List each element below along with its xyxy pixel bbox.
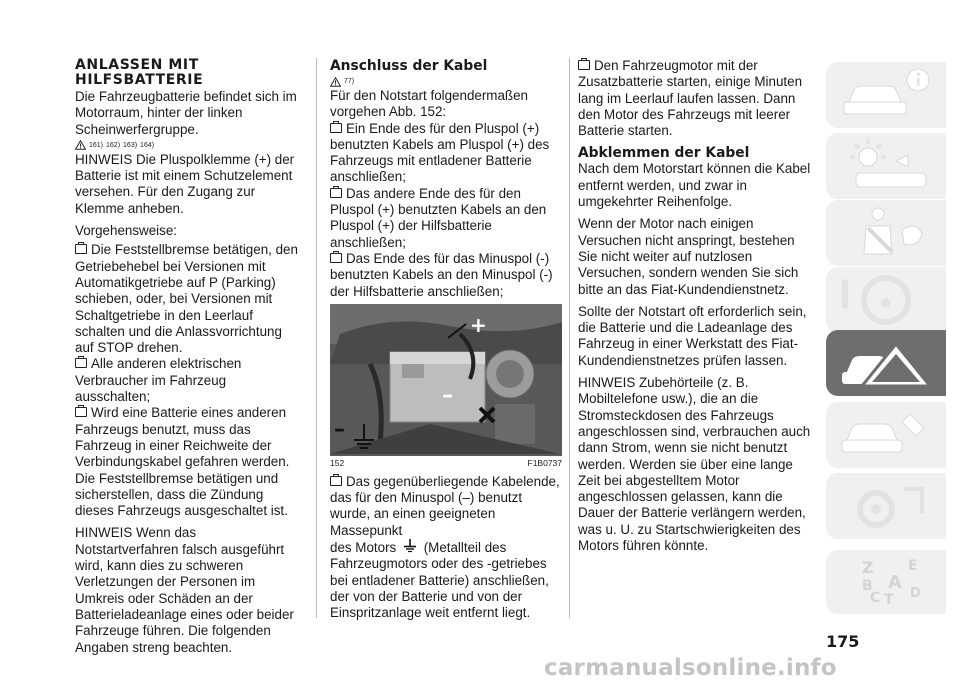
sun-dashboard-icon [826,133,946,199]
ground-line: des Motors (Metallteil des [330,540,507,556]
bullet-icon [75,358,87,368]
procedure-label: Vorgehensweise: [75,223,177,239]
tab-safety[interactable] [826,200,946,266]
section-title: Anschluss der Kabel [330,58,488,74]
bullet-continuation: Fahrzeugmotors oder des -getriebes bei entladener Batterie) anschließen, der von der Batterie und von der Einspritzanlage weit entfernt liegt. [330,556,549,621]
emergency-warning-icon [826,330,946,396]
bullet-item: Das gegenüberliegende Kabelende, das für den Minuspol (–) benutzt wurde, an einen geeigneten Massepunkt [330,473,560,538]
warning-references [330,76,562,87]
intro-text: Die Fahrzeugbatterie befindet sich im Motorraum, hinter der linken Scheinwerfergruppe. [75,89,297,137]
section-title: Abklemmen der Kabel [578,145,750,162]
bullet-icon [330,188,342,198]
ref-164[interactable]: 164) [140,141,155,149]
index-letters: Z E B A C T D [862,558,921,608]
steering-wheel-icon [826,267,946,333]
bullet-item: Ein Ende des für den Pluspol (+) benutzten Kabels am Pluspol (+) des Fahrzeugs mit entladener Batterie anschließen; [330,120,550,185]
bullet-item: Die Feststellbremse betätigen, den Getriebehebel bei Versionen mit Automatikgetriebe auf P (Parking) schieben, oder, bei Versionen mit Schaltgetriebe in den Leerlauf schalten und die Anlassvorrichtung auf STOP drehen. [75,242,298,356]
tab-maintenance[interactable] [826,402,946,468]
bullet-item: Alle anderen elektrischen Verbraucher im Fahrzeug ausschalten; [75,356,242,405]
warning-references [75,140,300,151]
tab-technical-data[interactable] [826,473,946,539]
seatbelt-safety-icon [826,200,946,266]
title-line-2: HILFSBATTERIE [75,72,204,88]
minus-label-ground: – [334,416,345,442]
figure-number: 152 [330,457,345,468]
title-line-1: ANLASSEN MIT [75,57,199,73]
tab-car-info[interactable] [826,62,946,128]
tab-index[interactable] [826,550,946,614]
tab-starting-driving[interactable] [826,267,946,333]
warning-triangle-icon [330,77,341,87]
column-1 [75,58,300,656]
bullet-icon [330,123,342,133]
car-maintenance-icon [826,402,946,468]
intro-text: Für den Notstart folgendermaßen vorgehen Abb. 152: [330,88,528,120]
watermark[interactable]: carmanualsonline.info [544,655,837,681]
column-3 [578,58,813,554]
bullet-item: Das andere Ende des für den Pluspol (+) benutzten Kabels an den Pluspol (+) der Hilfsbatterie anschließen; [330,185,547,250]
hinweis-note: HINWEIS Die Pluspolklemme (+) der Batterie ist mit einem Schutzelement versehen. Für den Zugang zur Klemme anheben. [75,151,295,216]
hinweis-note: HINWEIS Wenn das Notstartverfahren falsch ausgeführt wird, kann dies zu schweren Verletzungen der Personen im Umkreis oder Schäden an der Batterieladeanlage eines oder beider Fahrzeuge führen. Die folgenden Angaben streng beachten. [75,525,294,655]
tab-dashboard-lights[interactable] [826,133,946,199]
ref-77[interactable]: 77) [344,78,355,85]
paragraph: Nach dem Motorstart können die Kabel entfernt werden, und zwar in umgekehrter Reihenfolge. [578,161,811,210]
ground-symbol-icon [403,539,417,553]
figure-code: F1B0737 [527,457,562,468]
bullet-item: Wird eine Batterie eines anderen Fahrzeugs benutzt, muss das Fahrzeug in einer Reichweite der Verbindungskabel gefahren werden. Die Feststellbremse betätigen und sicherstellen, dass die Zündung dieses Fahrzeugs ausgeschaltet ist. [75,405,290,519]
paragraph: Sollte der Notstart oft erforderlich sein, die Batterie und die Ladeanlage des Fahrzeug in einer Werkstatt des Fiat-Kundendienstnetzes prüfen lassen. [578,303,807,368]
column-divider [316,58,317,618]
ref-161[interactable]: 161) [89,141,104,149]
column-2 [330,58,562,622]
tab-emergency-active[interactable] [826,330,946,396]
plus-label: + [470,312,487,337]
section-title [75,58,300,88]
ref-163[interactable]: 163) [123,141,138,149]
paragraph: Wenn der Motor nach einigen Versuchen nicht anspringt, bestehen Sie nicht weiter auf nutzlosen Versuchen, sondern wenden Sie sich bitte an das Fiat-Kundendienstnetz. [578,216,799,297]
engine-bay-photo [330,304,562,456]
page-number: 175 [826,632,860,651]
figure-caption [330,458,562,468]
column-divider [569,58,570,618]
bullet-icon [75,244,87,254]
bullet-icon [330,253,342,263]
bullet-icon [578,60,590,70]
minus-label: – [442,382,453,408]
bullet-icon [330,476,342,486]
bullet-item: Den Fahrzeugmotor mit der Zusatzbatterie starten, einige Minuten lang im Leerlauf laufen lassen. Dann den Motor des Fahrzeugs mit leerer Batterie starten. [578,58,803,139]
car-info-icon [826,62,946,128]
bullet-item: Das Ende des für das Minuspol (-) benutzten Kabels an den Minuspol (-) der Hilfsbatterie anschließen; [330,250,553,299]
paragraph: HINWEIS Zubehörteile (z. B. Mobiltelefone usw.), die an die Stromsteckdosen des Fahrzeugs angeschlossen sind, verbrauchen auch dann Strom, wenn sie nicht benutzt werden. Werden sie über eine lange Zeit bei abgestelltem Motor angeschlossen gelassen, kann die Dauer der Batterie verlängern werden, was u. U. zu Startschwierigkeiten des Motors führen könnte. [578,375,811,554]
settings-gear-icon [826,473,946,539]
bullet-icon [75,407,87,417]
ref-162[interactable]: 162) [106,141,121,149]
warning-triangle-icon [75,140,86,150]
